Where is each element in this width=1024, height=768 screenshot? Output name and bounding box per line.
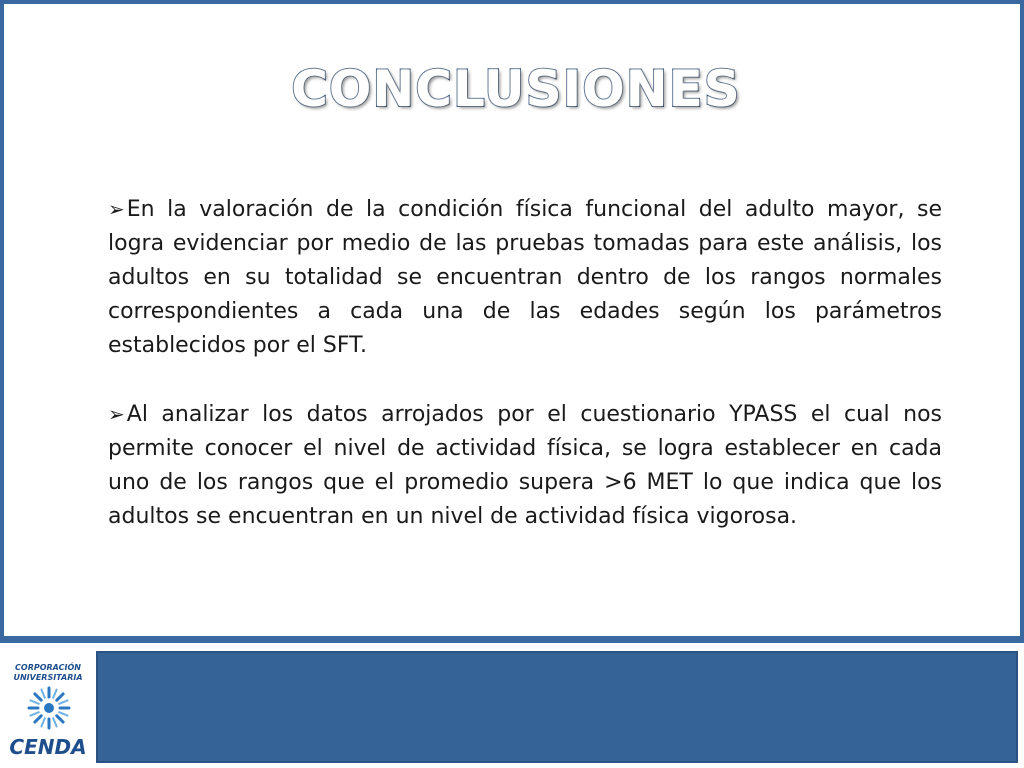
footer-bar bbox=[96, 651, 1018, 763]
slide-title: CONCLUSIONES bbox=[291, 60, 741, 118]
slide-content bbox=[108, 192, 942, 568]
bullet-text: En la valoración de la condición física funcional del adulto mayor, se logra evidenciar por medio de las pruebas tomadas para este análisis, los adultos en su totalidad se encuentran dentro de los rangos normales correspondientes a cada una de las edades según los parámetros establecidos por el SFT. bbox=[108, 197, 942, 358]
slide-footer bbox=[0, 640, 1024, 768]
bullet-text: Al analizar los datos arrojados por el cuestionario YPASS el cual nos permite conocer el nivel de actividad física, se logra establecer en cada uno de los rangos que el promedio supera >6 MET lo que indica que los adultos se encuentran en un nivel de actividad física vigorosa. bbox=[108, 402, 942, 529]
bullet-item bbox=[108, 397, 942, 534]
logo-line-universitaria: UNIVERSITARIA bbox=[13, 673, 83, 682]
logo-name: CENDA bbox=[9, 735, 87, 759]
sunburst-logo-icon bbox=[26, 685, 72, 731]
arrow-bullet-icon: ➢ bbox=[108, 402, 125, 426]
bullet-item bbox=[108, 192, 942, 363]
arrow-bullet-icon: ➢ bbox=[108, 197, 125, 221]
logo-line-corporacion: CORPORACIÓN bbox=[15, 663, 81, 672]
cenda-logo bbox=[4, 649, 92, 763]
